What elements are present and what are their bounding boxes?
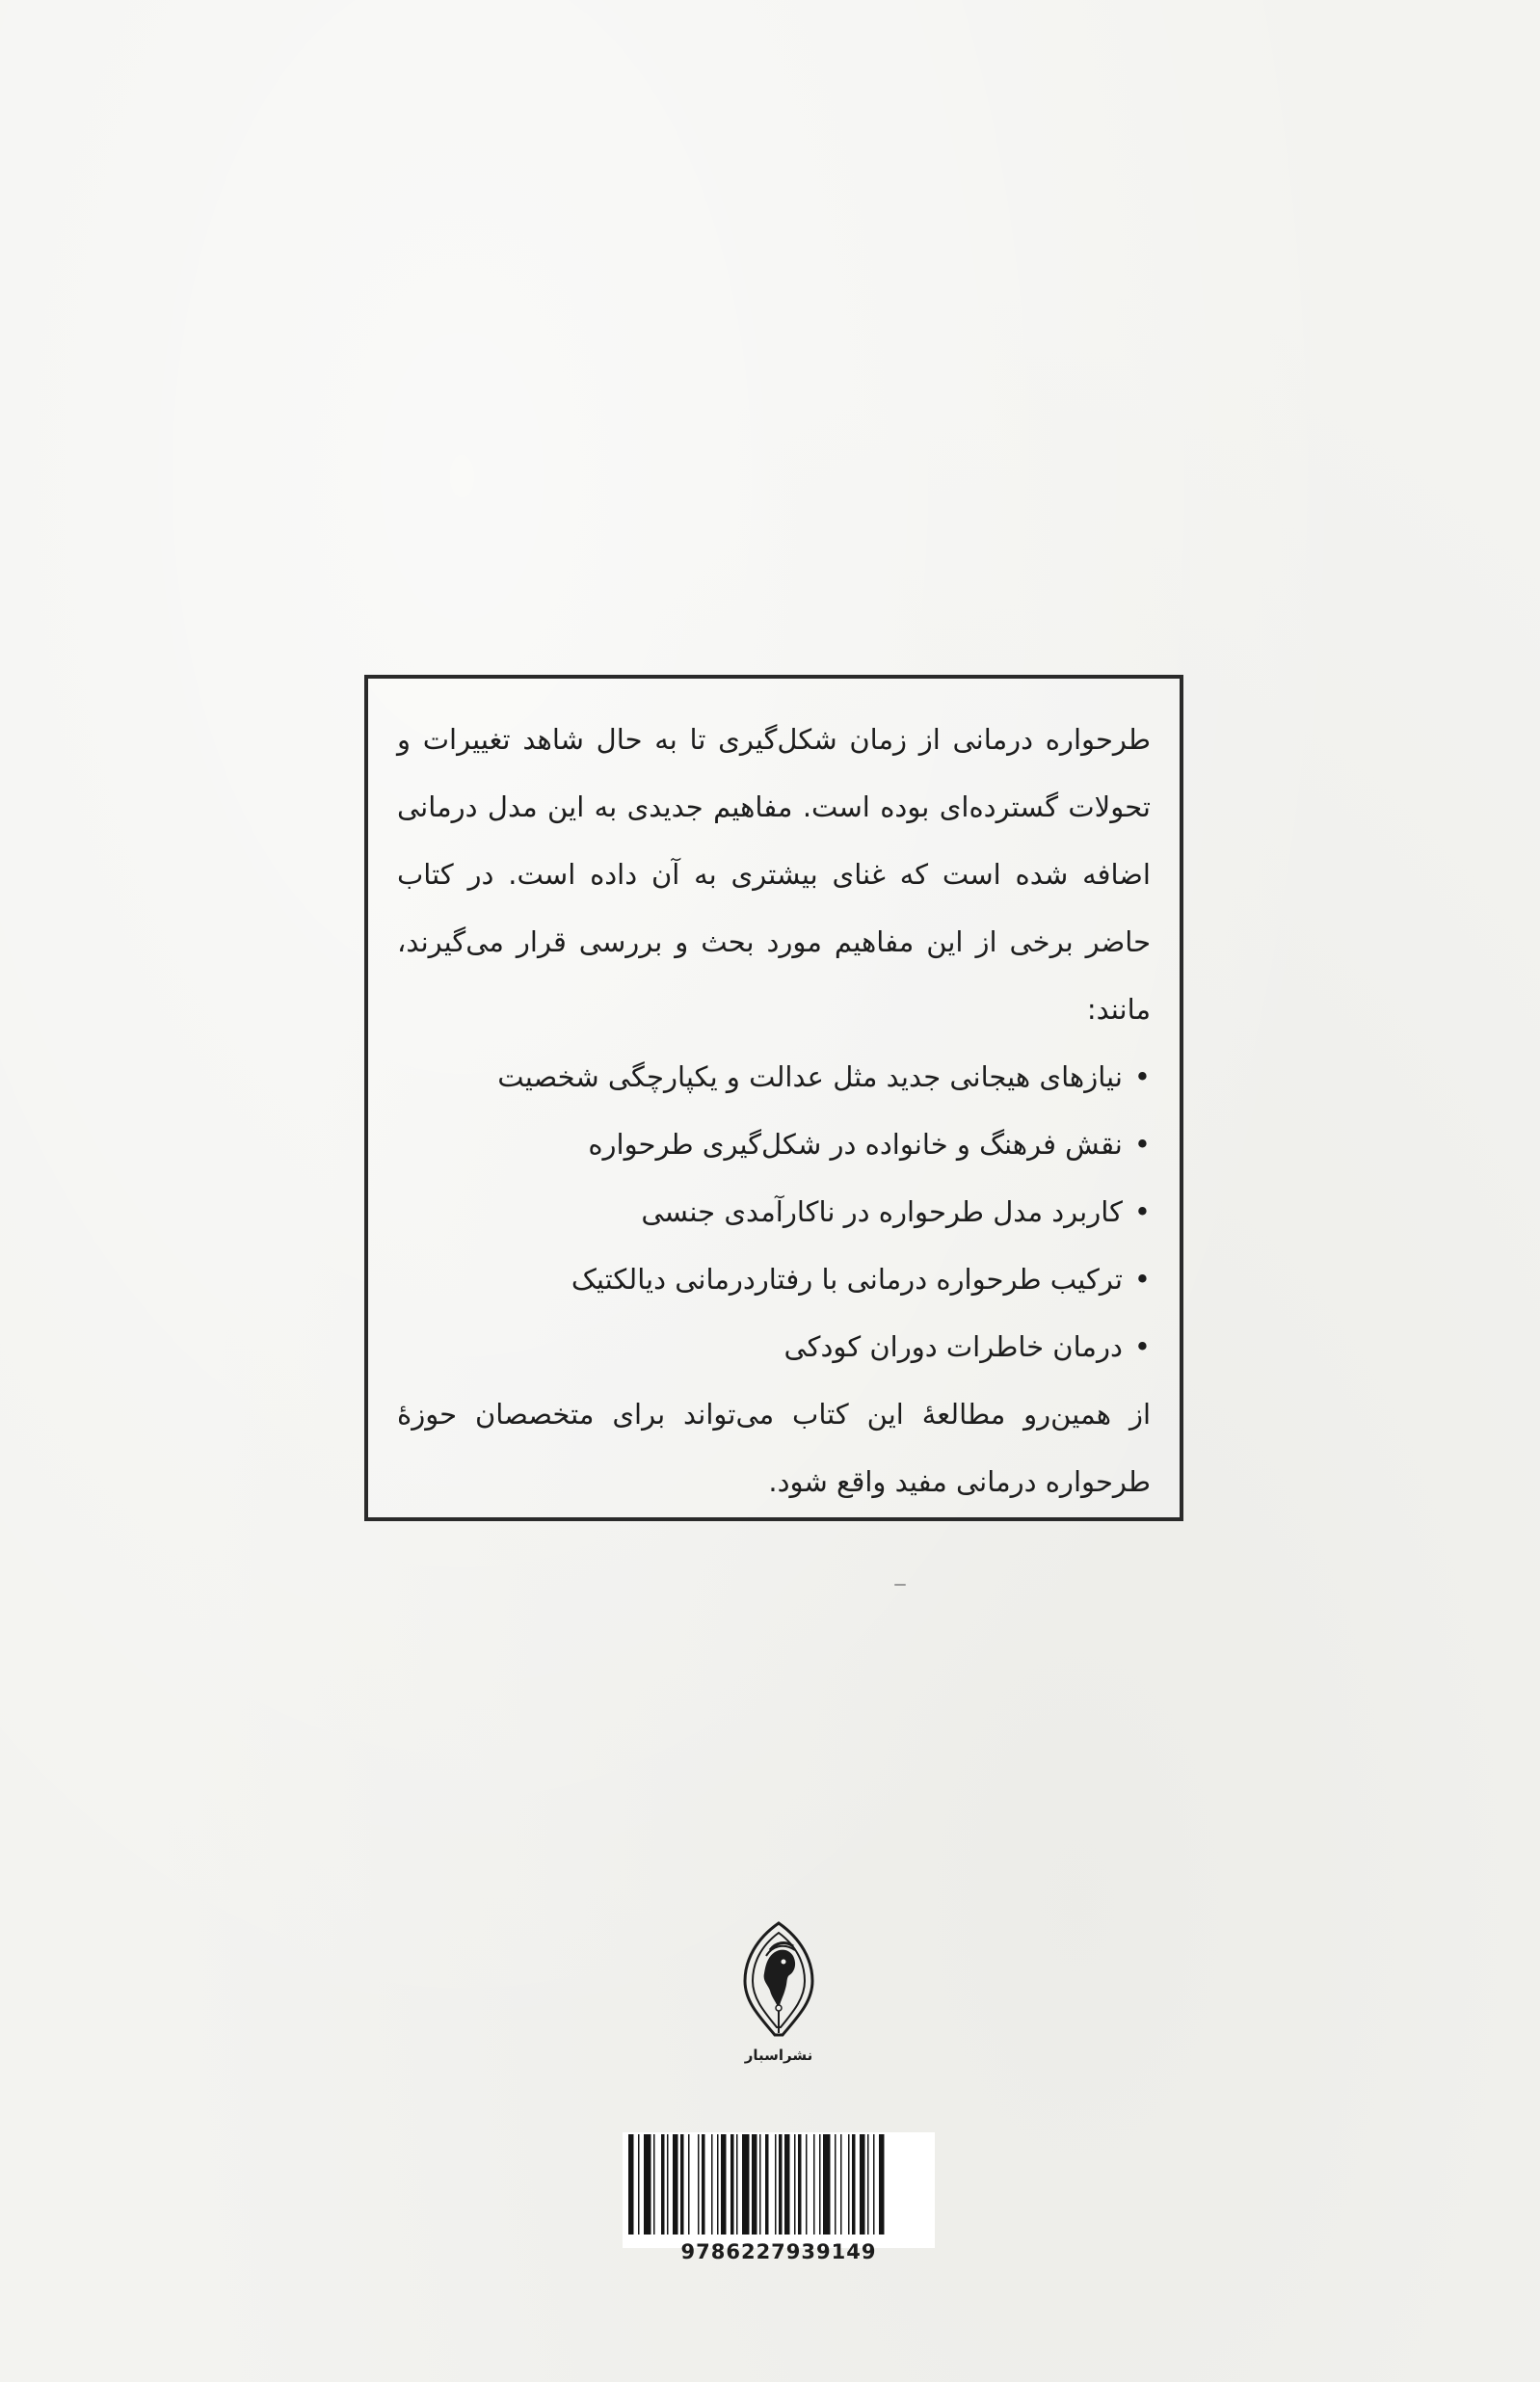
bullet-list bbox=[397, 1043, 1151, 1380]
list-item bbox=[397, 1111, 1151, 1178]
blurb-box bbox=[364, 675, 1183, 1521]
blurb-closing: از همین‌رو مطالعهٔ این کتاب می‌تواند برای متخصصان حوزهٔ طرحواره درمانی مفید واقع شود. bbox=[397, 1398, 1151, 1498]
barcode-bar bbox=[806, 2134, 808, 2235]
blurb-intro: طرحواره درمانی از زمان شکل‌گیری تا به حال شاهد تغییرات و تحولات گسترده‌ای بوده است. مفاهیم جدیدی به این مدل درمانی اضافه شده است که غنای بیشتری به آن داده است. در کتاب حاضر برخی از این مفاهیم مورد بحث و بررسی قرار می‌گیرند، مانند: bbox=[397, 723, 1151, 1026]
barcode-bar bbox=[673, 2134, 678, 2235]
barcode-bar bbox=[779, 2134, 783, 2235]
bullet-icon: • bbox=[1133, 1128, 1151, 1161]
barcode-bar bbox=[653, 2134, 655, 2235]
barcode-bar bbox=[784, 2134, 790, 2235]
barcode-bar bbox=[835, 2134, 836, 2235]
bullet-text: ترکیب طرحواره درمانی با رفتاردرمانی دیالکتیک bbox=[571, 1263, 1123, 1296]
list-item bbox=[397, 1043, 1151, 1111]
paper-speck bbox=[894, 1584, 906, 1586]
bullet-icon: • bbox=[1133, 1060, 1151, 1093]
publisher-name: نشراسبار bbox=[744, 2047, 813, 2064]
barcode-bar bbox=[873, 2134, 875, 2235]
barcode-bar bbox=[765, 2134, 769, 2235]
barcode-bar bbox=[840, 2134, 842, 2235]
barcode-bar bbox=[688, 2134, 690, 2235]
barcode-bar bbox=[798, 2134, 802, 2235]
barcode-bar bbox=[730, 2134, 734, 2235]
barcode-bar bbox=[879, 2134, 885, 2235]
bullet-text: نقش فرهنگ و خانواده در شکل‌گیری طرحواره bbox=[588, 1128, 1123, 1161]
barcode-bar bbox=[819, 2134, 821, 2235]
barcode-bar bbox=[711, 2134, 713, 2235]
isbn-number: 9786227939149 bbox=[680, 2240, 877, 2263]
barcode-bar bbox=[721, 2134, 727, 2235]
barcode-bar bbox=[638, 2134, 640, 2235]
list-item bbox=[397, 1313, 1151, 1380]
barcode-bar bbox=[848, 2134, 850, 2235]
bullet-icon: • bbox=[1133, 1330, 1151, 1363]
barcode-bar bbox=[742, 2134, 750, 2235]
barcode-bar bbox=[667, 2134, 669, 2235]
barcode-bar bbox=[852, 2134, 856, 2235]
barcode bbox=[623, 2132, 935, 2263]
barcode-bar bbox=[860, 2134, 865, 2235]
barcode-bar bbox=[775, 2134, 777, 2235]
barcode-bar bbox=[823, 2134, 831, 2235]
bullet-text: نیازهای هیجانی جدید مثل عدالت و یکپارچگی شخصیت bbox=[497, 1060, 1123, 1093]
barcode-bar bbox=[794, 2134, 796, 2235]
bullet-icon: • bbox=[1133, 1263, 1151, 1296]
barcode-bar bbox=[736, 2134, 738, 2235]
blurb-text bbox=[397, 706, 1151, 1515]
barcode-bar bbox=[867, 2134, 869, 2235]
list-item bbox=[397, 1245, 1151, 1313]
bullet-text: درمان خاطرات دوران کودکی bbox=[783, 1330, 1123, 1363]
barcode-bar bbox=[698, 2134, 700, 2235]
horse-head-pen-nib-icon bbox=[743, 1921, 814, 2037]
barcode-bar bbox=[759, 2134, 761, 2235]
barcode-bar bbox=[717, 2134, 719, 2235]
barcode-bar bbox=[644, 2134, 651, 2235]
barcode-bars bbox=[623, 2132, 935, 2236]
barcode-bar bbox=[680, 2134, 684, 2235]
barcode-bar bbox=[702, 2134, 705, 2235]
barcode-bar bbox=[628, 2134, 634, 2235]
bullet-text: کاربرد مدل طرحواره در ناکارآمدی جنسی bbox=[641, 1195, 1123, 1228]
barcode-bar bbox=[752, 2134, 757, 2235]
barcode-bar bbox=[661, 2134, 665, 2235]
barcode-bar bbox=[813, 2134, 815, 2235]
list-item bbox=[397, 1178, 1151, 1245]
bullet-icon: • bbox=[1133, 1195, 1151, 1228]
